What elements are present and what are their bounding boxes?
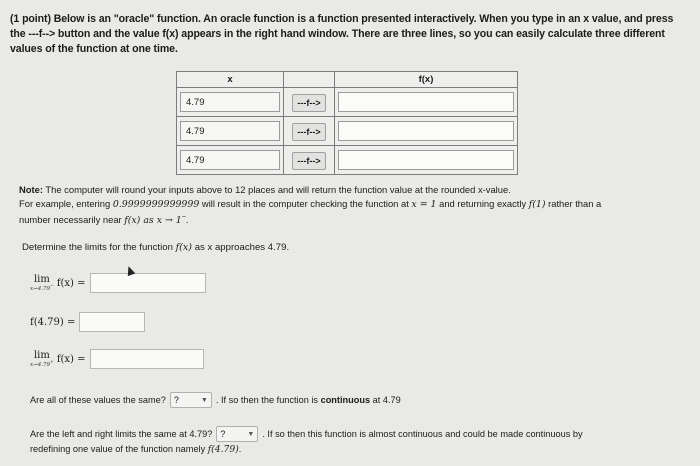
lim-subscript [30,360,54,368]
prompt-fx: f(x) [175,242,193,253]
header-fx: f(x) [335,72,518,88]
note-text-3b: . [185,214,189,226]
q2-fn: f(4.79) [207,444,239,455]
removable-discontinuity-question [30,426,583,455]
prompt-text-b: as x approaches 4.79. [194,242,290,253]
oracle-fx-cell [335,117,518,146]
f-of-1: f(1) [528,198,546,210]
note-text-2d: rather than a [548,197,602,209]
oracle-table [176,71,518,175]
q2-text-b: . If so then this function is almost continuous and could be made continuous by [262,429,583,439]
function-value-row [30,312,145,332]
right-lim-notation [30,350,54,368]
right-limit-row [30,349,204,369]
oracle-row [177,88,518,117]
q1-bold: continuous [320,395,371,405]
left-lim-notation [30,274,54,292]
oracle-x-cell [177,117,284,146]
oracle-fx-cell [335,146,518,175]
q2-select-value: ? [220,429,226,439]
oracle-fx-cell [335,88,518,117]
note-line-2 [19,197,679,212]
note-label: Note: [19,184,43,195]
x-input-1[interactable]: 4.79 [180,92,280,112]
fx-output-1[interactable] [338,92,514,112]
header-arrow [284,72,335,88]
oracle-row [177,146,518,175]
x-input-3[interactable]: 4.79 [180,150,280,170]
q1-text-a: Are all of these values the same? [30,395,166,405]
problem-intro: (1 point) Below is an "oracle" function. An oracle function is a function presented interactively. When you type in an x value, and press the ---f--> button and the value f(x) appears in the right hand window. There are three lines, so you can easily calculate three different values of the function at one time. [10,13,674,55]
note-text-2c: and returning exactly [439,197,527,209]
oracle-header-row [177,72,518,88]
q1-select-value: ? [173,395,179,405]
prompt-text-a: Determine the limits for the function [22,242,173,253]
chevron-down-icon: ▼ [200,396,208,404]
lim-sub-text: x→4.79 [30,361,50,368]
lim-word: lim [33,350,50,362]
fx-output-2[interactable] [338,121,514,141]
function-value-answer-input[interactable] [79,312,145,332]
example-input: 0.9999999999999 [112,198,200,210]
oracle-x-cell [177,88,284,117]
x-equals-1: x = 1 [411,198,437,210]
oracle-arrow-cell [284,146,335,175]
oracle-row [177,117,518,146]
limits-same-select[interactable] [216,426,258,442]
q2-text-line2a: redefining one value of the function namely [30,444,206,454]
fx-output-3[interactable] [338,150,514,170]
evaluate-button-3[interactable]: ---f--> [292,152,325,170]
oracle-x-cell [177,146,284,175]
rounding-note [19,183,679,228]
oracle-arrow-cell [284,117,335,146]
note-line-3: number necessarily near f(x) as x → 1−. [19,214,189,227]
note-line-1 [19,183,679,197]
note-text-1: The computer will round your inputs above to 12 places and will return the function value at the rounded x-value. [45,184,511,195]
lim-sub-text: x→4.79 [30,285,50,292]
right-limit-answer-input[interactable] [90,349,204,369]
lim-word: lim [33,274,50,286]
evaluate-button-2[interactable]: ---f--> [292,123,325,141]
q2-text-line2b: . [238,444,242,454]
q2-line-1 [30,426,583,442]
left-limit-expr: f(x) = [56,277,86,289]
values-same-select[interactable] [170,392,212,408]
note-text-2b: will result in the computer checking the function at [201,197,409,209]
q2-text-a: Are the left and right limits the same at 4.79? [30,429,213,439]
note-text-2a: For example, entering [19,197,111,209]
chevron-down-icon: ▼ [247,430,255,438]
limits-prompt [22,242,289,253]
note-text-3a: number necessarily near [19,214,122,226]
left-limit-answer-input[interactable] [90,273,206,293]
function-value-expr: f(4.79) = [30,316,76,328]
lim-subscript [30,284,54,292]
x-input-2[interactable]: 4.79 [180,121,280,141]
oracle-arrow-cell [284,88,335,117]
continuity-question [30,392,401,408]
right-limit-expr: f(x) = [56,353,86,365]
q2-line-2 [30,444,241,455]
left-limit-row [30,273,206,293]
q1-text-b: . If so then the function is [215,395,319,405]
lim-sub-sign: − [49,284,54,290]
fx-approach: f(x) as x → 1 [124,215,182,227]
lim-sub-sign: + [49,360,54,366]
evaluate-button-1[interactable]: ---f--> [292,94,325,112]
q1-text-c: at 4.79 [372,395,401,405]
header-x: x [177,72,284,88]
